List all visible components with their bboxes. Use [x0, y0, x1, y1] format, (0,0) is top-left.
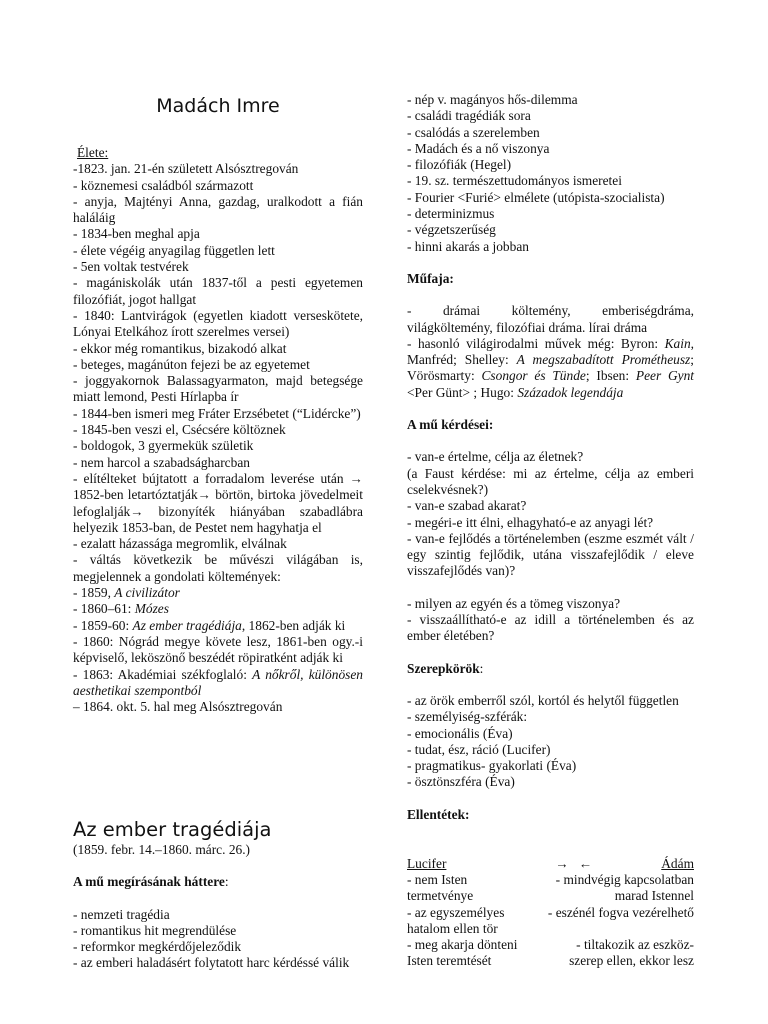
list-item: - reformkor megkérdőjeleződik	[73, 939, 242, 955]
list-item: - elítélteket bújtatott a forradalom leverése után → 1852-ben letartóztatják→ börtön, birtoka jövedelmeit lefoglalják→ bizonyíték hiányában szabadlábra helyezik 1853-ban, de Pestet nem hagyhatja el	[73, 470, 363, 535]
list-item: - emocionális (Éva)	[407, 725, 513, 741]
page-title: Madách Imre	[156, 95, 280, 117]
hatter-heading: A mű megírásának háttere:	[73, 874, 229, 890]
work-item: - 1860–61: Mózes	[73, 601, 169, 617]
list-item: - nép v. magányos hős-dilemma	[407, 92, 578, 107]
tragedia-title: Az ember tragédiája	[73, 818, 272, 841]
lucifer-trait: - nem Isten termetvénye	[407, 872, 474, 904]
ellentet-row	[407, 905, 694, 937]
list-item: - váltás következik be művészi világában is, megjelennek a gondolati költemények:	[73, 552, 363, 584]
list-item: - beteges, magánúton fejezi be az egyetemet	[73, 356, 310, 372]
lucifer-trait: - meg akarja dönteni Isten teremtését	[407, 937, 518, 969]
lucifer-trait: - az egyszemélyes hatalom ellen tör	[407, 904, 505, 936]
tragedia-dates: (1859. febr. 14.–1860. márc. 26.)	[73, 842, 251, 857]
list-item: - családi tragédiák sora	[407, 108, 531, 124]
list-item: - 1840: Lantvirágok (egyetlen kiadott verseskötete, Lónyai Etelkához írott szerelmes versei)	[73, 307, 363, 340]
death-line: – 1864. okt. 5. hal meg Alsósztregován	[73, 699, 283, 715]
tragedia-section	[73, 842, 363, 972]
list-item: - van-e szabad akarat?	[407, 498, 527, 514]
work-item: - 1859-60: Az ember tragédiája, 1862-ben adják ki	[73, 617, 346, 633]
list-item: - tudat, ész, ráció (Lucifer)	[407, 741, 551, 757]
elete-list	[73, 161, 363, 585]
list-item: - személyiség-szférák:	[407, 709, 528, 725]
ellentetek-rows	[407, 872, 694, 969]
list-item: - van-e fejlődés a történelemben (eszme eszmét vált / egy szintig fejlődik, utána visszafejlődik / eleve visszafejlődés van)?	[407, 530, 694, 579]
list-item: - végzetszerűség	[407, 222, 496, 238]
adam-trait: - mindvégig kapcsolatban marad Istennel	[555, 872, 694, 904]
list-item: - determinizmus	[407, 206, 495, 222]
list-item: - nem harcol a szabadságharcban	[73, 454, 250, 470]
list-item: - Fourier <Furié> elmélete (utópista-szocialista)	[407, 189, 665, 205]
list-item: - 1845-ben veszi el, Csécsére költöznek	[73, 422, 286, 438]
background-list	[407, 92, 694, 255]
list-item: - magániskolák után 1837-től a pesti egyetemen filozófiát, jogot hallgat	[73, 275, 363, 307]
lucifer-label: Lucifer	[407, 856, 447, 871]
list-item: - pragmatikus- gyakorlati (Éva)	[407, 758, 577, 774]
ellentet-row	[407, 937, 694, 969]
list-item: - 1834-ben meghal apja	[73, 226, 200, 242]
list-item: - köznemesi családból származott	[73, 177, 254, 193]
szerepkorok-heading: Szerepkörök:	[407, 660, 484, 676]
list-item: (a Faust kérdése: mi az értelme, célja az emberi cselekvésnek?)	[407, 465, 694, 497]
elete-heading: Élete:	[77, 145, 109, 160]
akademia-line: - 1863: Akadémiai székfoglaló: A nőkről, különösen aesthetikai szempontból	[73, 666, 363, 698]
list-item: - 1844-ben ismeri meg Fráter Erzsébetet (“Lidércke”)	[73, 405, 361, 421]
list-item: - romantikus hit megrendülése	[73, 922, 237, 938]
szerepkorok-list	[407, 693, 694, 791]
list-item: - az emberi haladásért folytatott harc kérdéssé válik	[73, 955, 350, 971]
ellentetek-header-row	[407, 856, 694, 872]
list-item: - filozófiák (Hegel)	[407, 157, 512, 173]
kerdesei-list-a	[407, 449, 694, 579]
list-item: - Madách és a nő viszonya	[407, 140, 550, 156]
list-item: - joggyakornok Balassagyarmaton, majd betegsége miatt lemond, Pesti Hírlapba ír	[73, 373, 363, 405]
adam-label: Ádám	[661, 856, 694, 871]
right-column	[407, 92, 694, 823]
list-item: - megéri-e itt élni, elhagyható-e az anyagi lét?	[407, 514, 654, 530]
kerdesei-list-b	[407, 596, 694, 645]
list-item: - 1860: Nógrád megye követe lesz, 1861-ben ogy.-i képviselő, leköszönő beszédét röpiratként adják ki	[73, 633, 363, 666]
ellentet-row	[407, 872, 694, 904]
list-item: - 5en voltak testvérek	[73, 259, 189, 275]
adam-trait: - eszénél fogva vezérelhető	[547, 904, 694, 920]
list-item: -1823. jan. 21-én született Alsósztregován	[73, 161, 299, 177]
list-item: - milyen az egyén és a tömeg viszonya?	[407, 595, 621, 611]
ellentetek-heading: Ellentétek:	[407, 806, 470, 822]
mufaja-line: - drámai költemény, emberiségdráma, világköltemény, filozófiai dráma. lírai dráma	[407, 303, 694, 335]
list-item: - boldogok, 3 gyermekük születik	[73, 438, 254, 454]
list-item: - az örök emberről szól, kortól és helytől független	[407, 692, 679, 708]
adam-trait: - tiltakozik az eszköz-szerep ellen, ekkor lesz	[569, 937, 694, 969]
works-list	[73, 585, 363, 634]
mufaja-heading: Műfaja:	[407, 270, 454, 286]
list-item: - nemzeti tragédia	[73, 906, 170, 922]
list-item: - hinni akarás a jobban	[407, 238, 529, 254]
elete-tail	[73, 634, 363, 667]
hatter-list	[73, 907, 363, 972]
list-item: - anyja, Majtényi Anna, gazdag, uralkodott a fián haláláig	[73, 193, 363, 226]
work-item: - 1859, A civilizátor	[73, 585, 180, 601]
list-item: - ösztönszféra (Éva)	[407, 774, 515, 790]
list-item: - 19. sz. természettudományos ismeretei	[407, 173, 622, 189]
hasonlo-line: - hasonló világirodalmi művek még: Byron: Kain, Manfréd; Shelley: A megszabadított Prométheusz; Vörösmarty: Csongor és Tünde; Ibsen: Peer Gynt <Per Günt> ; Hugo: Századok legendája	[407, 335, 695, 400]
list-item: - csalódás a szerelemben	[407, 124, 540, 140]
elete-section	[73, 145, 363, 715]
list-item: - élete végéig anyagilag független lett	[73, 242, 275, 258]
list-item: - van-e értelme, célja az életnek?	[407, 449, 584, 465]
list-item: - ekkor még romantikus, bizakodó alkat	[73, 340, 287, 356]
kerdesei-heading: A mű kérdései:	[407, 417, 494, 433]
list-item: - ezalatt házassága megromlik, elválnak	[73, 536, 287, 552]
arrows: → ←	[555, 856, 593, 871]
ellentetek-table	[407, 856, 694, 969]
list-item: - visszaállítható-e az idill a történelemben és az ember életében?	[407, 612, 694, 644]
